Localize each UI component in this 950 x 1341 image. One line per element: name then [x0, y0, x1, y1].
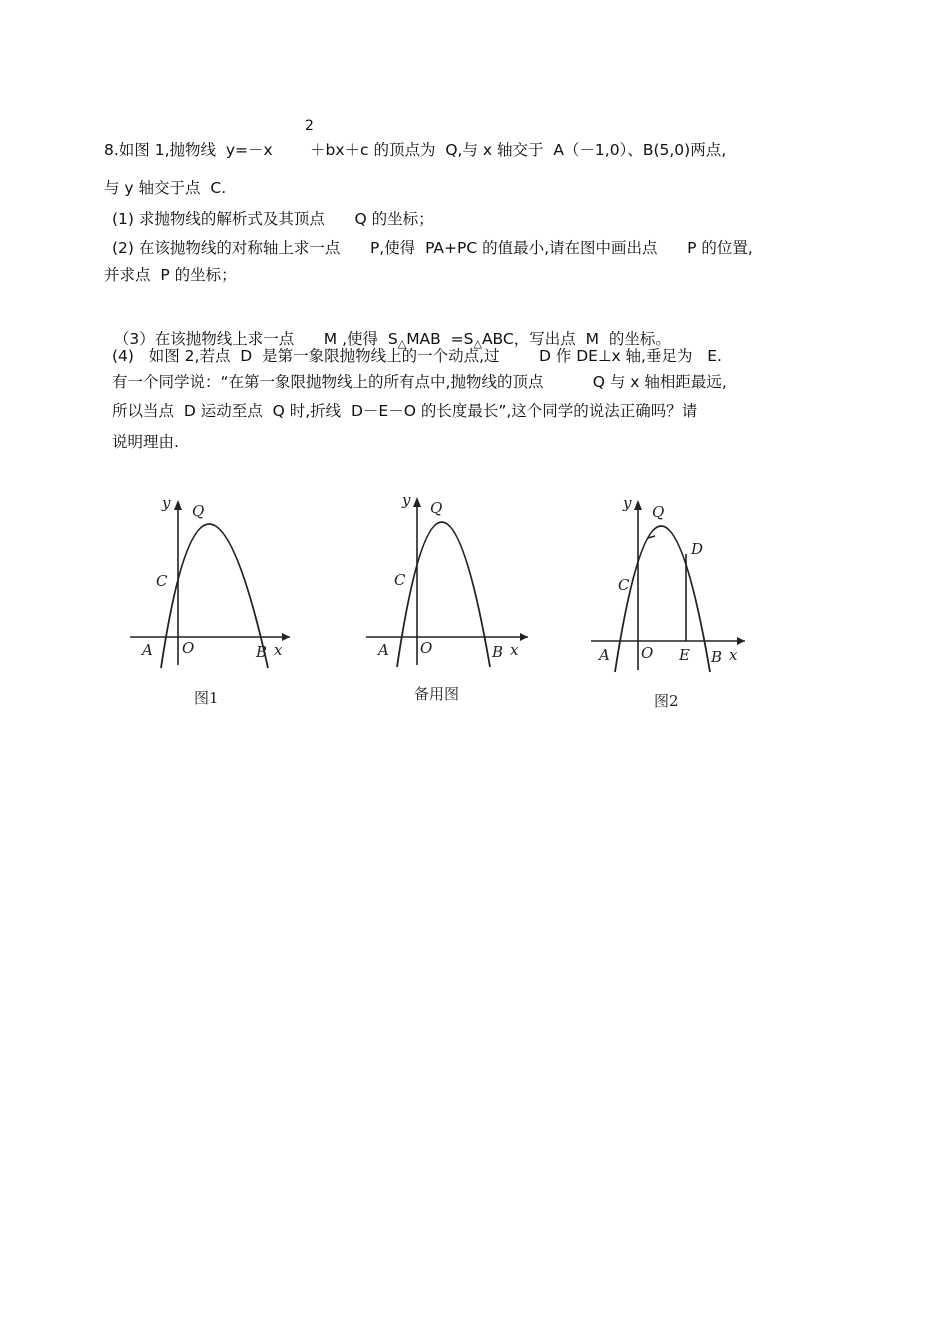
label-o: O [641, 644, 654, 662]
figure-backup-caption: 备用图 [414, 685, 460, 703]
figure-2 [585, 490, 760, 675]
y-axis-arrow [174, 500, 182, 510]
label-c: C [394, 571, 406, 589]
question-4-line-3: 所以当点 D 运动至点 Q 时,折线 D－E－O 的长度最长”,这个同学的说法正确吗？请 [112, 402, 698, 420]
label-a: A [599, 646, 610, 664]
x-axis-arrow [520, 633, 528, 641]
label-q: Q [192, 502, 205, 520]
label-e: E [679, 646, 690, 664]
label-o: O [182, 639, 195, 657]
label-x: x [510, 641, 519, 659]
y-axis-arrow [634, 500, 642, 510]
x-axis-arrow [737, 637, 745, 645]
label-x: x [274, 641, 283, 659]
figure-1 [120, 490, 300, 675]
question-4-line-2: 有一个同学说：“在第一象限抛物线上的所有点中,抛物线的顶点 Q 与 x 轴相距最远, [112, 373, 727, 391]
figure-2-caption: 图2 [654, 692, 679, 710]
question-2-line-1: (2) 在该抛物线的对称轴上求一点 P,使得 PA+PC 的值最小,请在图中画出点 P 的位置, [112, 239, 753, 257]
label-b: B [492, 643, 504, 661]
y-axis-arrow [413, 497, 421, 507]
label-a: A [142, 641, 153, 659]
exponent-2: 2 [305, 118, 314, 134]
question-3-pre: （3）在该抛物线上求一点 M ,使得 S [113, 330, 398, 348]
label-q: Q [430, 499, 443, 517]
problem-line-1b: ＋bx＋c 的顶点为 Q,与 x 轴交于 A（－1,0）、B(5,0)两点, [310, 141, 727, 159]
label-x: x [729, 646, 738, 664]
question-4-line-1: (4) 如图 2,若点 D 是第一象限抛物线上的一个动点,过 D 作 DE⊥x 轴,垂足为 E. [112, 347, 722, 365]
label-b: B [711, 648, 723, 666]
parabola [161, 524, 268, 668]
problem-line-2: 与 y 轴交于点 C. [104, 179, 227, 197]
parabola [397, 522, 490, 667]
label-b: B [256, 643, 268, 661]
label-c: C [618, 576, 630, 594]
triangle-subscript-1: △ [397, 337, 407, 350]
label-d: D [691, 540, 704, 558]
label-y: y [623, 494, 632, 512]
label-o: O [420, 639, 433, 657]
label-q: Q [652, 503, 665, 521]
question-1: (1) 求抛物线的解析式及其顶点 Q 的坐标； [112, 210, 434, 228]
label-c: C [156, 572, 168, 590]
label-a: A [378, 641, 389, 659]
figure-1-caption: 图1 [194, 689, 219, 707]
figure-backup [360, 487, 540, 672]
label-y: y [162, 494, 171, 512]
problem-line-1a: 8.如图 1,抛物线 y=－x [104, 141, 273, 159]
question-3-post: ABC，写出点 M 的坐标。 [481, 330, 671, 348]
label-y: y [402, 491, 411, 509]
question-2-line-2: 并求点 P 的坐标； [104, 266, 237, 284]
question-3-mid: MAB =S [406, 330, 474, 348]
question-4-line-4: 说明理由. [112, 433, 179, 451]
triangle-subscript-2: △ [473, 337, 482, 350]
x-axis-arrow [282, 633, 290, 641]
